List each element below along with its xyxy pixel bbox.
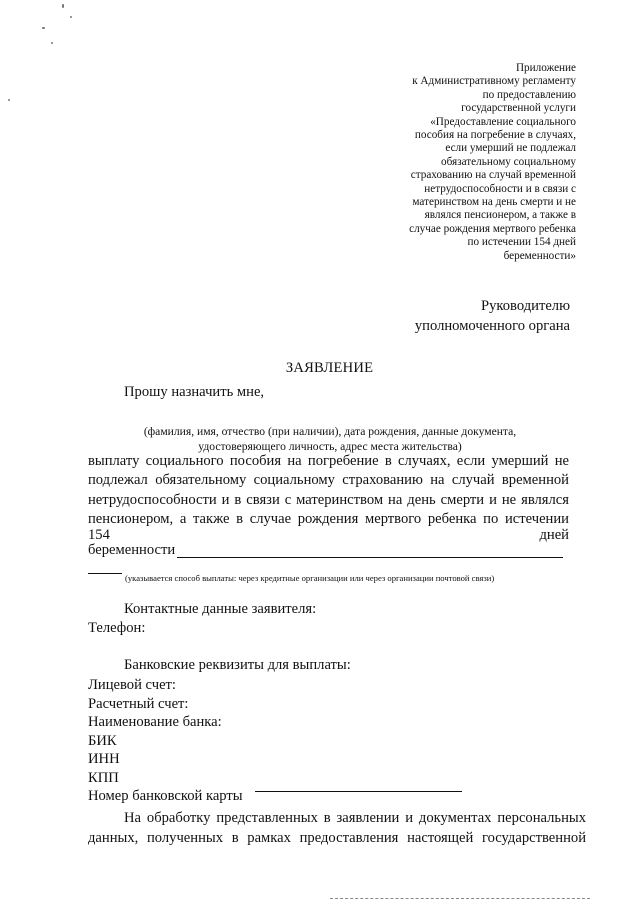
appendix-line: беременности» [503, 249, 576, 262]
pregnancy-line: беременности [88, 542, 176, 558]
scan-speck [70, 16, 72, 18]
bank-field-bik: БИК [88, 732, 117, 749]
scan-speck [62, 4, 64, 8]
appendix-line: страхованию на случай временной [410, 169, 576, 182]
appendix-line: государственной услуги [461, 102, 576, 115]
appendix-block [380, 62, 576, 263]
applicant-hint [80, 424, 580, 454]
applicant-hint-line: удостоверяющего личность, адрес места жительства) [198, 440, 462, 453]
request-text: Прошу назначить мне, [124, 384, 265, 400]
bank-field-inn: ИНН [88, 751, 120, 767]
days-number: 154 [88, 526, 110, 543]
payment-method-field-continuation[interactable] [88, 573, 122, 574]
phone-label: Телефон: [88, 620, 146, 636]
bank-field-kpp: КПП [88, 769, 119, 786]
bank-field-bank-name: Наименование банка: [88, 714, 222, 730]
scan-speck [42, 27, 45, 29]
appendix-line: нетрудоспособности и в связи с [424, 182, 576, 195]
appendix-line: пособия на погребение в случаях, [414, 129, 576, 142]
bank-title: Банковские реквизиты для выплаты: [124, 657, 351, 673]
appendix-line: по истечении 154 дней [467, 236, 576, 249]
payment-hint: (указывается способ выплаты: через кредитные организации или через организации почтовой связи) [125, 573, 495, 583]
appendix-line: Приложение [515, 62, 576, 74]
addressee-line: уполномоченного органа [414, 318, 570, 334]
days-word: дней [539, 526, 569, 543]
appendix-line: если умерший не подлежал [445, 142, 576, 155]
consent-paragraph [88, 808, 586, 848]
appendix-line: обязательному социальному [441, 155, 576, 168]
consent-line: На обработку представленных в заявлении и документах персональных [124, 810, 586, 826]
bank-field-settlement-account: Расчетный счет: [88, 695, 189, 712]
appendix-line: к Административному регламенту [412, 75, 576, 88]
card-number-field[interactable] [255, 791, 462, 792]
body-line: нетрудоспособности и в связи с материнством на день смерти и не являлся [88, 491, 569, 508]
scan-speck [51, 42, 53, 44]
applicant-hint-line: (фамилия, имя, отчество (при наличии), дата рождения, данные документа, [143, 425, 517, 438]
body-paragraph [88, 452, 569, 530]
addressee-line: Руководителю [480, 298, 570, 314]
contacts-title: Контактные данные заявителя: [124, 601, 317, 617]
consent-line: данных, полученных в рамках предоставления настоящей государственной [88, 830, 586, 846]
addressee-block [340, 296, 570, 336]
bank-field-card-number: Номер банковской карты [88, 788, 243, 804]
body-line: подлежал обязательному социальному страхованию на случай временной [88, 472, 569, 489]
document-title: ЗАЯВЛЕНИЕ [285, 360, 374, 376]
appendix-line: «Предоставление социального [430, 115, 576, 128]
appendix-line: являлся пенсионером, а также в [424, 209, 576, 222]
bank-fields [88, 676, 243, 806]
body-line: выплату социального пособия на погребение в случаях, если умерший не [88, 453, 569, 469]
appendix-line: материнством на день смерти и не [412, 196, 576, 209]
bank-field-account: Лицевой счет: [88, 677, 176, 693]
payment-method-field[interactable] [177, 557, 563, 558]
appendix-line: по предоставлению [482, 88, 576, 101]
page-bottom-edge [330, 898, 590, 899]
scan-speck [8, 99, 10, 101]
appendix-line: случае рождения мертвого ребенка [409, 222, 576, 235]
body-line: пенсионером, а также в случае рождения мертвого ребенка по истечении [88, 511, 569, 528]
